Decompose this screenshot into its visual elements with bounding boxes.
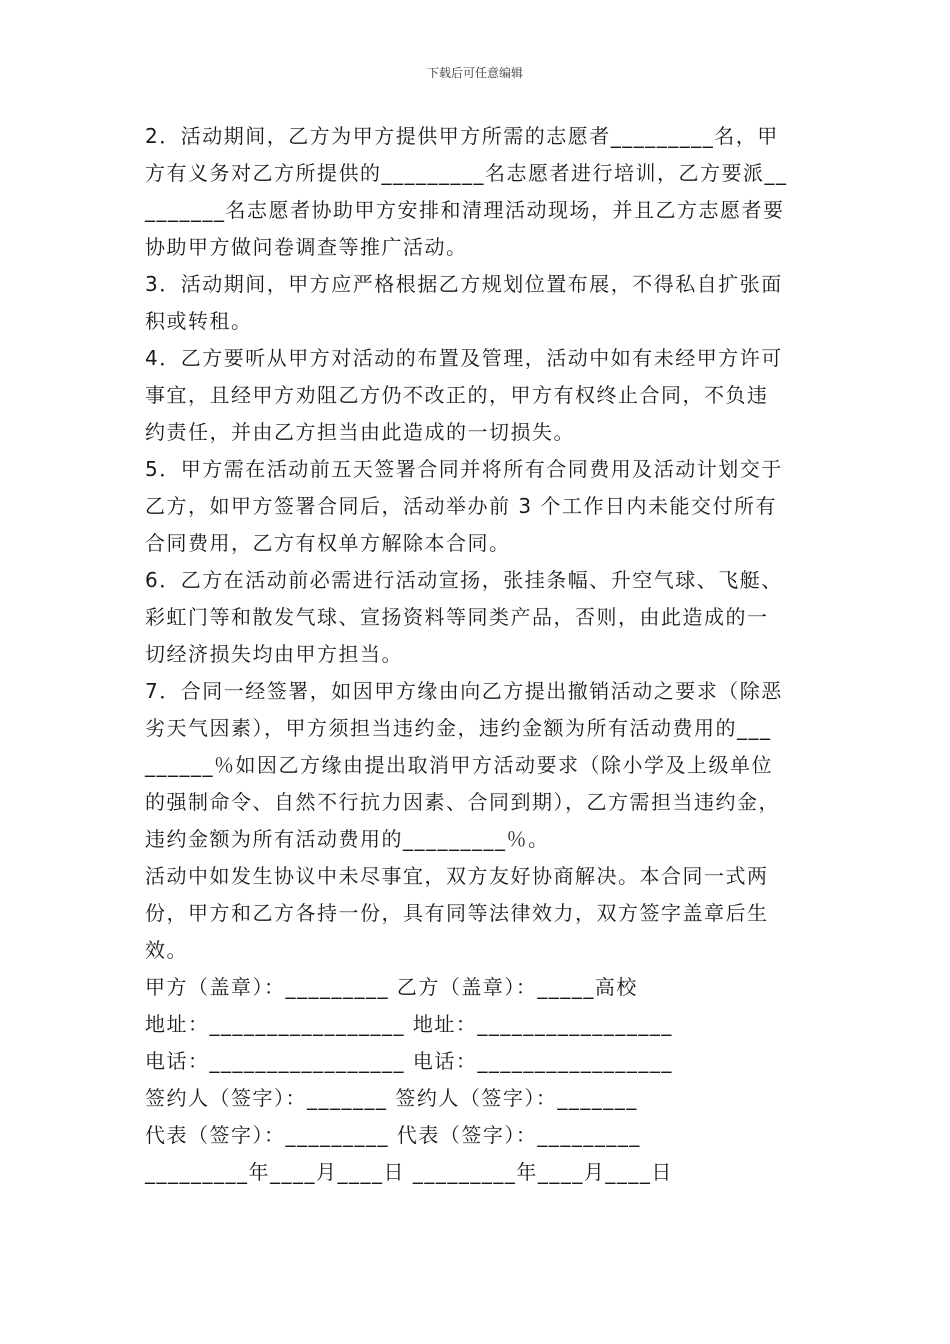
clause-7-line-5: 违约金额为所有活动费用的_________％。 <box>145 827 550 851</box>
closing-line-3: 效。 <box>145 938 188 962</box>
signature-address-row: 地址：_________________ 地址：_________________ <box>145 1012 673 1036</box>
signature-representative-row: 代表（签字）：_________ 代表（签字）：_________ <box>145 1123 641 1147</box>
signature-signer-row: 签约人（签字）：_______ 签约人（签字）：_______ <box>145 1086 638 1110</box>
signature-date-row: _________年____月____日 _________年____月____日 <box>145 1160 673 1184</box>
clause-2-line-4: 协助甲方做问卷调查等推广活动。 <box>145 235 468 259</box>
clause-7-line-3: ______％如因乙方缘由提出取消甲方活动要求（除小学及上级单位 <box>145 753 773 777</box>
clause-4-line-1: 4．乙方要听从甲方对活动的布置及管理，活动中如有未经甲方许可 <box>145 346 783 370</box>
clause-4-line-3: 约责任，并由乙方担当由此造成的一切损失。 <box>145 420 575 444</box>
clause-5-line-2: 乙方，如甲方签署合同后，活动举办前 3 个工作日内未能交付所有 <box>145 494 777 518</box>
signature-phone-row: 电话：_________________ 电话：_________________ <box>145 1049 673 1073</box>
clause-7-line-4: 的强制命令、自然不行抗力因素、合同到期），乙方需担当违约金， <box>145 790 780 814</box>
clause-6-line-3: 切经济损失均由甲方担当。 <box>145 642 403 666</box>
clause-3-line-1: 3．活动期间，甲方应严格根据乙方规划位置布展，不得私自扩张面 <box>145 272 783 296</box>
clause-3-line-2: 积或转租。 <box>145 309 253 333</box>
page-header: 下载后可任意编辑 <box>426 66 523 80</box>
clause-4-line-2: 事宜，且经甲方劝阻乙方仍不改正的，甲方有权终止合同，不负违 <box>145 383 769 407</box>
signature-seal-row: 甲方（盖章）：_________ 乙方（盖章）：_____高校 <box>145 975 638 999</box>
clause-5-line-3: 合同费用，乙方有权单方解除本合同。 <box>145 531 511 555</box>
closing-line-2: 份，甲方和乙方各持一份，具有同等法律效力，双方签字盖章后生 <box>145 901 769 925</box>
clause-6-line-2: 彩虹门等和散发气球、宣扬资料等同类产品，否则，由此造成的一 <box>145 605 769 629</box>
closing-line-1: 活动中如发生协议中未尽事宜，双方友好协商解决。本合同一式两 <box>145 864 769 888</box>
clause-2-line-3: _______名志愿者协助甲方安排和清理活动现场，并且乙方志愿者要 <box>145 198 785 222</box>
clause-7-line-1: 7．合同一经签署，如因甲方缘由向乙方提出撤销活动之要求（除恶 <box>145 679 783 703</box>
clause-5-line-1: 5．甲方需在活动前五天签署合同并将所有合同费用及活动计划交于 <box>145 457 783 481</box>
clause-7-line-2: 劣天气因素），甲方须担当违约金，违约金额为所有活动费用的___ <box>145 716 772 740</box>
clause-2-line-1: 2．活动期间，乙方为甲方提供甲方所需的志愿者_________名，甲 <box>145 124 779 148</box>
clause-6-line-1: 6．乙方在活动前必需进行活动宣扬，张挂条幅、升空气球、飞艇、 <box>145 568 783 592</box>
clause-2-line-2: 方有义务对乙方所提供的_________名志愿者进行培训，乙方要派__ <box>145 161 788 185</box>
contract-body <box>145 118 825 1191</box>
